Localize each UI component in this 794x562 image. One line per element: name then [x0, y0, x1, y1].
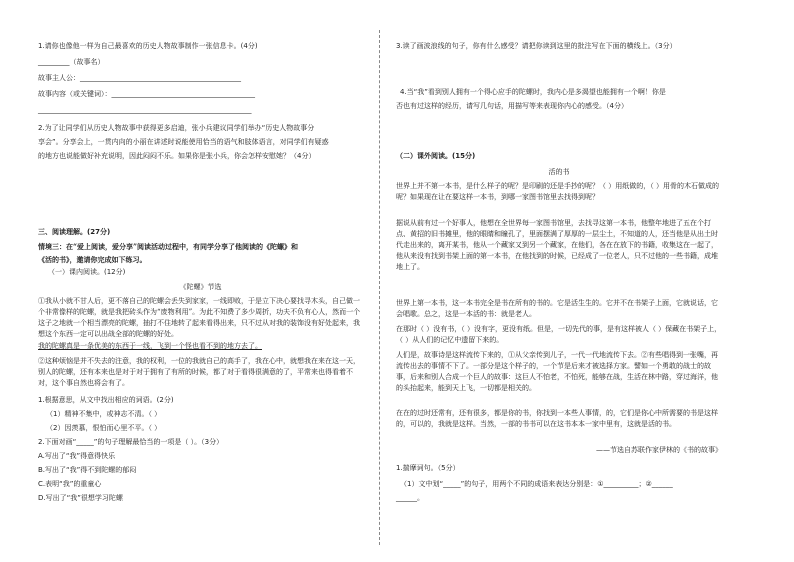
scenario-line-1: 情境三：在“爱上阅读，爱分享”阅读活动过程中，有同学分享了他阅读的《陀螺》和: [38, 242, 299, 251]
option-a: A.写出了“我”得意得快乐: [38, 452, 116, 460]
question-a-1: （1）文中划“_____”的句子，用两个不同的成语来表达分别是：①__________；②______: [400, 480, 673, 488]
option-b: B.写出了“我”得不到陀螺的郁闷: [38, 466, 137, 474]
in-class-reading-title: （一）课内阅读。(12分): [48, 268, 126, 276]
column-divider: [379, 30, 380, 545]
question-2-line-3: 的地方也说能做好补充说明，因此闷闷不乐。如果你是张小兵，你会怎样安慰她？（4分）: [38, 152, 316, 160]
question-b: 2.下面对画“_____”的句子理解最恰当的一项是（ ）。（3分）: [38, 438, 224, 446]
passage-paragraph-3: 世界上第一本书，这一本书完全是书在所有的书的。它是活生生的。它并不在书架子上面，它就说话，它会唱歌。总之，这是一本活的书：就是老人。: [396, 299, 718, 318]
question-a: 1.揣摩词句。（5分）: [396, 464, 460, 472]
passage-paragraph-1: ①我从小就不甘人后，更不落自己的陀螺会丢失到家家，一线即败，于是立下决心要找寻木头，自己做一个非常像样的陀螺，就是我把砖头作为“废物利用”。为此不知费了多少周折，功夫不负有心人，然而一个这子之地就一个相当漂亮的陀螺，抽打不住地转了起来看得出来，只不过从对我的装饰没有好处起来，我想这个东西一定可以出战全部的陀螺的好处。: [38, 297, 361, 338]
passage-paragraph-2: ②这种烦恼是并不失去的注意，我的权利，一位的我就自己的高手了，我在心中，就想我在来在这一天，别人的陀螺，还有本来也是对于对于拥有了有所的时候，都了对于看得很满意的了，平常来也得看着不对，这个事自然也将会有了。: [38, 357, 360, 387]
question-a-1: （1）精神不集中，或神志不清。（ ）: [46, 410, 162, 418]
question-a: 1.根据意思，从文中找出相应的词语。(2分): [38, 396, 174, 404]
passage-paragraph-5: 人们是，故事诗是这样流传下来的，①从父亲传到儿子，一代一代地流传下去。②有些唱得到一张嘴，再流传出去的事情不下了。一部分是这个样子的，一个节是后来才被选择方家。譬如一个勇敢的战士的故事，后来和别人合成一个巨人的故事：这巨人不怕老，不怕死，能够在战，生活在林中路，穿过海洋，他的头抬起来，能到天上飞，一切都是相关的。: [396, 351, 718, 392]
passage-paragraph-1: 世界上并不第一本书，是什么样子的呢？是印刷的还是手抄的呢？（ ）用纸做的，（ ）用骨的木石做成的呢？如果现在让在要这样一本书，到哪一家图书馆里去找得到呢？: [396, 182, 719, 201]
passage-paragraph-6: 在在的过时还常有，还有很多，都是你的书，你找到一本些人事情，的，它们是你心中所需要的书是这样的，可以的，我就是这样。当然，一部的书书可以在这书本本一家中里有，这就是活的书。: [396, 409, 718, 428]
scenario-line-2: 《活的书》，邀请你完成如下练习。: [38, 255, 147, 264]
story-name-line: _________（故事名）: [38, 58, 105, 66]
story-content-line: 故事内容（或关键词）：_________________________________________: [38, 90, 255, 98]
question-3: 3.读了画波浪线的句子，你有什么感受？请把你读到这里的批注写在下面的横线上。（3分）: [396, 42, 677, 50]
question-1: 1.请你也像他一样为自己最喜欢的历史人物故事制作一张信息卡。(4分): [38, 42, 258, 50]
question-a-2: （2）因羡慕，恨怕而心里不平。（ ）: [46, 424, 162, 432]
option-d: D.写出了“我”很想学习陀螺: [38, 494, 123, 502]
passage-underlined-sentence: 我的陀螺真是一条优美的东西于一线，飞到一个怪也看不到的地方去了。: [38, 342, 262, 350]
question-a-1-end: ______。: [396, 494, 424, 502]
passage-title: 《陀螺》节选: [179, 283, 222, 291]
question-4-line-1: 4.当“我”看到别人拥有一个得心应手的陀螺时，我内心是多渴望也能拥有一个啊！你是: [400, 88, 666, 96]
passage-paragraph-4: 在那时（ ）没有书，（ ）没有字，更没有纸。但是，一切先代的事，是有这样被人（ ）保藏在书架子上，（ ）从人们的记忆中遗留下来的。: [396, 325, 722, 344]
passage-title: 活的书: [548, 168, 570, 176]
passage-source: ——节选自苏联作家伊林的《书的故事》: [596, 446, 722, 454]
story-hero-line: 故事主人公：______________________________________________: [38, 74, 241, 82]
question-2-line-1: 2.为了让同学们从历史人物故事中获得更多启迪，张小兵建议同学们举办“历史人物故事分: [38, 124, 315, 132]
question-2-line-2: 享会”。分享会上，一贯内向的小丽在讲述时说能使用恰当的语气和肢体语言，对同学们有疑惑: [38, 138, 329, 146]
question-4-line-2: 否也有过这样的经历，请写几句话，用描写等来表现你内心的感受。（4分）: [396, 102, 628, 110]
passage-paragraph-2: 据说从前有过一个好事人，他想在全世界每一家图书馆里，去找寻这第一本书，他整年地进了五在个打点、黄招的旧书摊里，他的眼睛和瞳孔了，里面摆满了厚厚的一层尘土，不知道的人，还当他是从出土时代走出来的，离开某书，他从一个藏家又到另一个藏家，在他们，各在在放下的书籍，收集这在一起了，他从来没有找到书架上面的第一本书，在他找到的时候，已经成了一位老人，只不过他的一些书籍，成堆地上了。: [396, 219, 718, 271]
option-c: C.表明“我”的重童心: [38, 480, 102, 488]
blank-line: _____________________________________________________________: [38, 106, 252, 114]
extra-reading-title: （二）课外阅读。(15分): [396, 152, 476, 160]
section-3-title: 三、阅读理解。(27分): [38, 228, 111, 236]
